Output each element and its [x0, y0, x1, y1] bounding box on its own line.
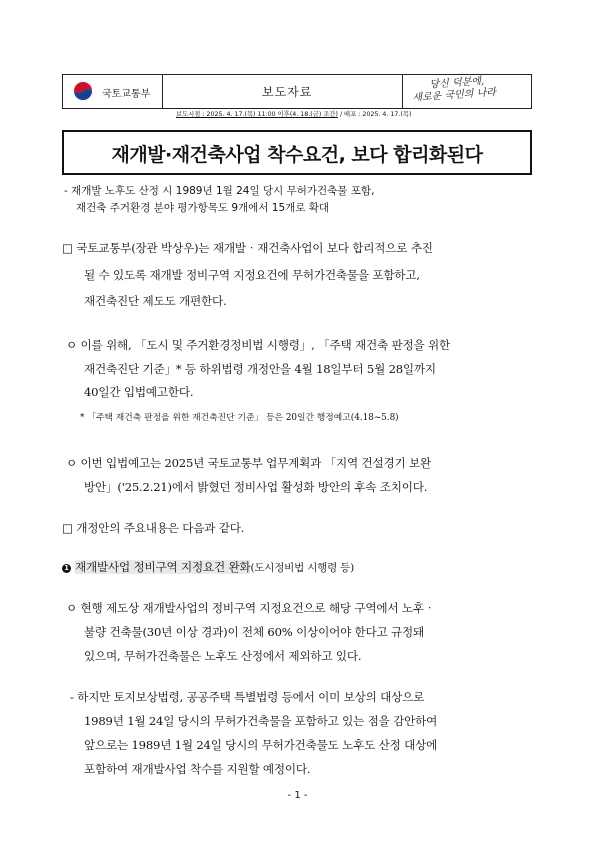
body-line: - 하지만 토지보상법령, 공공주택 특별법령 등에서 이미 보상의 대상으로	[70, 690, 425, 704]
section-title: 재개발사업 정비구역 지정요건 완화	[75, 560, 251, 574]
section-number: 1	[62, 564, 71, 573]
body-line: □ 국토교통부(장관 박상우)는 재개발‧재건축사업이 보다 합리적으로 추진	[62, 241, 433, 255]
section-reference: (도시정비법 시행령 등)	[250, 562, 355, 574]
body-line: 있으며, 무허가건축물은 노후도 산정에서 제외하고 있다.	[84, 649, 362, 663]
body-line: 방안」('25.2.21)에서 밝혔던 정비사업 활성화 방안의 후속 조치이다.	[84, 480, 428, 494]
distribution-date: / 배포 : 2025. 4. 17.(목)	[339, 111, 412, 118]
section-heading	[62, 559, 354, 575]
slogan-line: 당신 덕분에,	[429, 75, 485, 91]
slogan-line: 새로운 국민의 나라	[412, 87, 497, 104]
body-line: □ 개정안의 주요내용은 다음과 같다.	[62, 521, 245, 535]
body-line: ㅇ 이번 입법예고는 2025년 국토교통부 업무계획과 「지역 건설경기 보완	[66, 456, 431, 470]
ministry-name: 국토교통부	[102, 89, 151, 100]
embargo-time: 보도시점 : 2025. 4. 17.(목) 11:00 이후(4. 18.(금) 조간)	[176, 111, 338, 118]
body-line: 재건축진단 제도도 개편한다.	[84, 294, 227, 308]
body-line: 불량 건축물(30년 이상 경과)이 전체 60% 이상이어야 한다고 규정돼	[84, 625, 425, 639]
subtitle-line: 재건축 주거환경 분야 평가항목도 9개에서 15개로 확대	[76, 202, 330, 214]
release-dateline	[176, 109, 411, 118]
body-line: 1989년 1월 24일 당시의 무허가건축물을 포함하고 있는 점을 감안하여	[84, 714, 438, 728]
body-line: ㅇ 현행 제도상 재개발사업의 정비구역 지정요건으로 해당 구역에서 노후‧	[66, 601, 436, 615]
government-emblem-icon	[72, 80, 94, 102]
subtitle-line: - 재개발 노후도 산정 시 1989년 1월 24일 당시 무허가건축물 포함,	[64, 185, 375, 197]
body-line: 포함하여 재개발사업 착수를 지원할 예정이다.	[84, 762, 311, 776]
footnote: * 「주택 재건축 판정을 위한 재건축진단 기준」 등은 20일간 행정예고(4.18~5.8)	[80, 413, 399, 423]
page-number: - 1 -	[287, 790, 308, 801]
page-title: 재개발·재건축사업 착수요건, 보다 합리화된다	[111, 144, 483, 166]
body-line: 될 수 있도록 재개발 정비구역 지정요건에 무허가건축물을 포함하고,	[84, 268, 420, 282]
body-line: ㅇ 이를 위해, 「도시 및 주거환경정비법 시행령」, 「주택 재건축 판정을 위한	[66, 338, 450, 352]
header-divider	[162, 74, 163, 109]
body-line: 40일간 입법예고한다.	[84, 385, 194, 399]
body-line: 재건축진단 기준」* 등 하위법령 개정안을 4월 18일부터 5월 28일까지	[84, 362, 436, 376]
document-type: 보도자료	[262, 85, 313, 99]
body-line: 앞으로는 1989년 1월 24일 당시의 무허가건축물도 노후도 산정 대상에	[84, 738, 438, 752]
header-divider	[402, 74, 403, 109]
